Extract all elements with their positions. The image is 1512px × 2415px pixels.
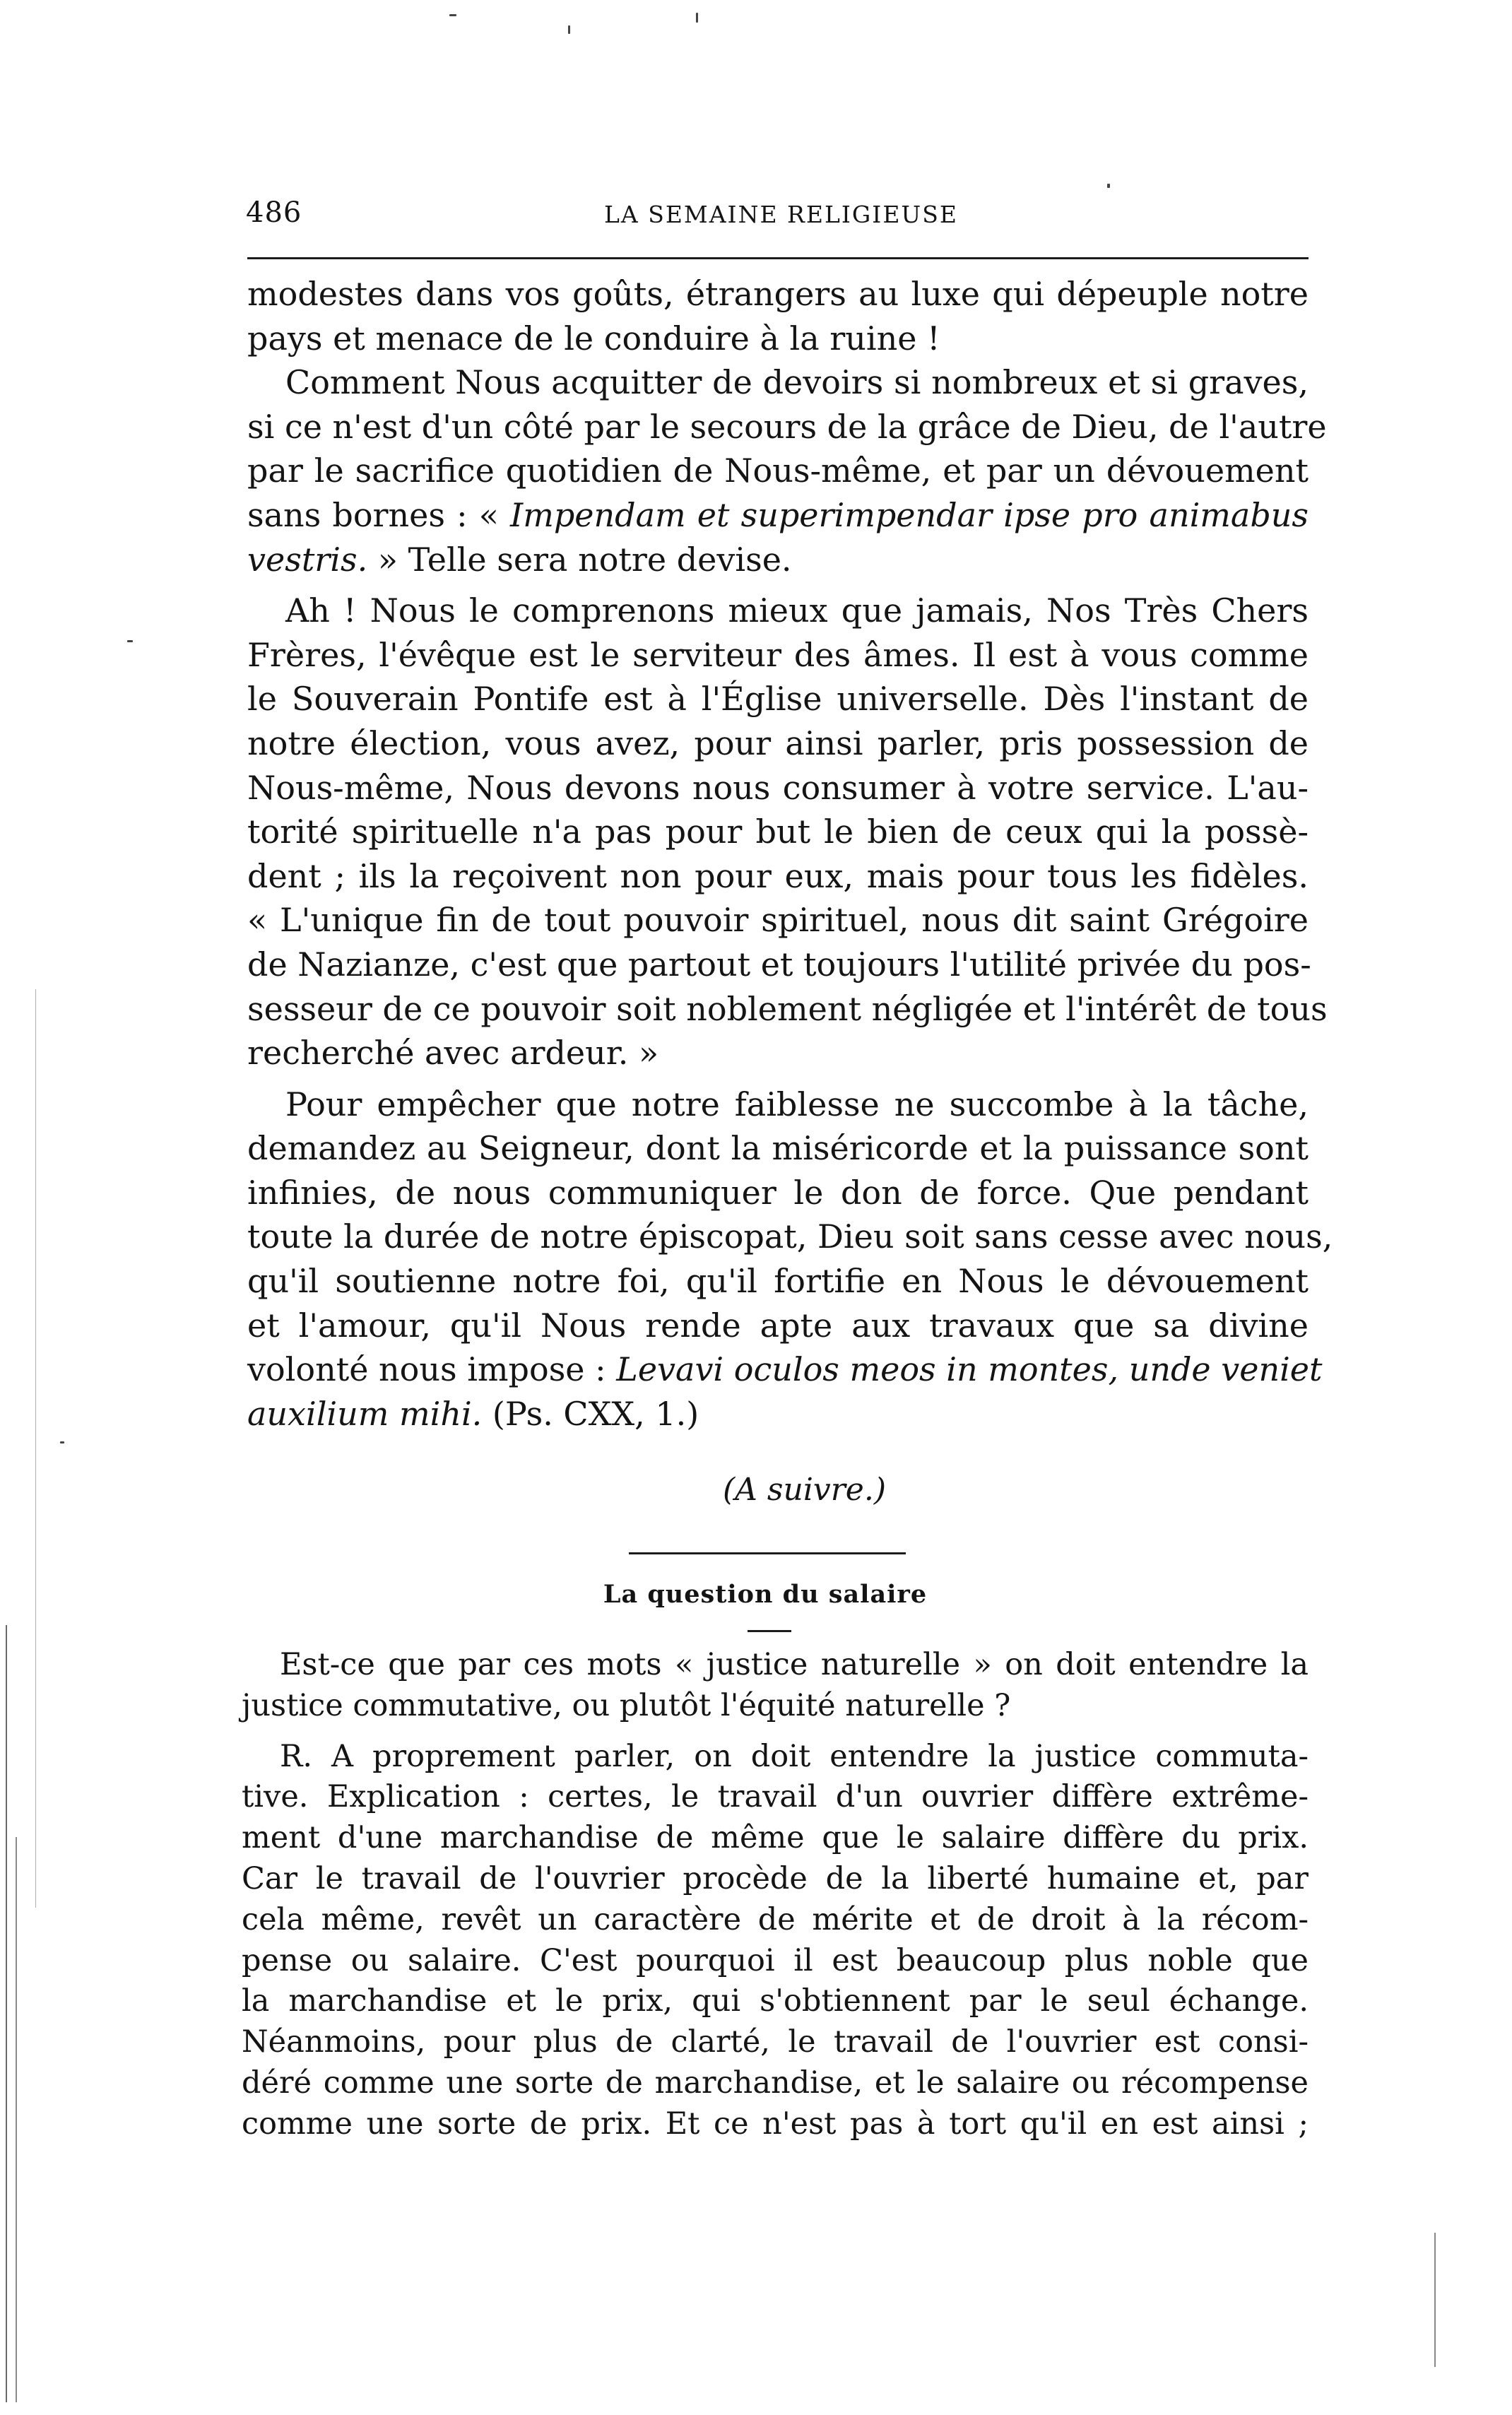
text-line: Pour empêcher que notre faiblesse ne succombe à la tâche, xyxy=(285,1085,1309,1123)
text-line: par le sacrifice quotidien de Nous-même, et par un dévouement xyxy=(247,451,1309,490)
text-line: qu'il soutienne notre foi, qu'il fortifie en Nous le dévouement xyxy=(247,1262,1309,1301)
text-line: justice commutative, ou plutôt l'équité naturelle ? xyxy=(242,1687,1011,1723)
text-line: infinies, de nous communiquer le don de force. Que pendant xyxy=(247,1173,1309,1212)
page-number: 486 xyxy=(246,196,302,229)
scan-margin-line xyxy=(16,1837,17,2402)
text-line: modestes dans vos goûts, étrangers au luxe qui dépeuple notre xyxy=(247,275,1309,313)
text-line: Comment Nous acquitter de devoirs si nombreux et si graves, xyxy=(285,363,1309,402)
text-line: de Nazianze, c'est que partout et toujours l'utilité privée du pos- xyxy=(247,945,1311,984)
scan-speck xyxy=(568,25,570,34)
section-text xyxy=(242,1645,1309,2145)
title-underline-rule xyxy=(748,1630,791,1632)
paragraph xyxy=(247,360,1327,581)
text-line: la marchandise et le prix, qui s'obtiennent par le seul échange. xyxy=(242,1983,1309,2019)
text-line: torité spirituelle n'a pas pour but le bien de ceux qui la possè- xyxy=(247,813,1309,851)
text-line: demandez au Seigneur, dont la miséricorde et la puissance sont xyxy=(247,1129,1309,1168)
paragraph xyxy=(247,272,1309,360)
text-line: le Souverain Pontife est à l'Église universelle. Dès l'instant de xyxy=(247,680,1309,719)
text-line: auxilium mihi. (Ps. CXX, 1.) xyxy=(247,1394,699,1433)
text-line: « L'unique fin de tout pouvoir spirituel, nous dit saint Grégoire xyxy=(247,901,1309,940)
main-text xyxy=(247,272,1333,1436)
text-line: sans bornes : « Impendam et superimpendar ipse pro animabus xyxy=(247,495,1309,534)
text-line: pense ou salaire. C'est pourquoi il est beaucoup plus noble que xyxy=(242,1942,1309,1978)
scan-speck xyxy=(1107,184,1110,188)
text-line: si ce n'est d'un côté par le secours de la grâce de Dieu, de l'autre xyxy=(247,407,1327,446)
paragraph xyxy=(242,1645,1309,1727)
text-line: toute la durée de notre épiscopat, Dieu soit sans cesse avec nous, xyxy=(247,1217,1333,1256)
scan-speck xyxy=(449,14,456,16)
scan-margin-line xyxy=(35,989,36,1908)
text-line: ment d'une marchandise de même que le salaire diffère du prix. xyxy=(242,1820,1309,1856)
text-line: dent ; ils la reçoivent non pour eux, mais pour tous les fidèles. xyxy=(247,856,1309,895)
text-line: cela même, revêt un caractère de mérite et de droit à la récom- xyxy=(242,1901,1309,1937)
text-line: pays et menace de le conduire à la ruine ! xyxy=(247,319,940,358)
text-line: notre élection, vous avez, pour ainsi parler, pris possession de xyxy=(247,724,1309,762)
text-line: comme une sorte de prix. Et ce n'est pas à tort qu'il en est ainsi ; xyxy=(242,2106,1309,2142)
text-line: Néanmoins, pour plus de clarté, le travail de l'ouvrier est consi- xyxy=(242,2024,1309,2060)
text-line: tive. Explication : certes, le travail d'un ouvrier diffère extrême- xyxy=(242,1779,1309,1815)
paragraph xyxy=(247,589,1328,1075)
text-line: Nous-même, Nous devons nous consumer à votre service. L'au- xyxy=(247,768,1309,807)
running-title: LA SEMAINE RELIGIEUSE xyxy=(604,201,958,228)
continuation-note: (A suivre.) xyxy=(723,1472,886,1508)
text-line: volonté nous impose : Levavi oculos meos in montes, unde veniet xyxy=(247,1350,1323,1389)
text-line: déré comme une sorte de marchandise, et le salaire ou récompense xyxy=(242,2065,1309,2101)
scan-margin-line xyxy=(1434,2233,1436,2367)
text-line: Est-ce que par ces mots « justice naturelle » on doit entendre la xyxy=(280,1647,1309,1682)
page-header xyxy=(246,196,1306,246)
scan-speck xyxy=(696,13,698,23)
section-separator-rule xyxy=(629,1552,906,1554)
scan-margin-line xyxy=(6,1625,7,2402)
text-line: R. A proprement parler, on doit entendre la justice commuta- xyxy=(280,1738,1309,1774)
scan-speck xyxy=(60,1441,64,1443)
text-line: Frères, l'évêque est le serviteur des âmes. Il est à vous comme xyxy=(247,635,1309,674)
text-line: sesseur de ce pouvoir soit noblement négligée et l'intérêt de tous xyxy=(247,989,1328,1028)
text-line: vestris. » Telle sera notre devise. xyxy=(247,540,792,579)
header-rule xyxy=(247,257,1309,259)
section-title-text: La question du salaire xyxy=(603,1580,928,1609)
text-line: Car le travail de l'ouvrier procède de la liberté humaine et, par xyxy=(242,1860,1309,1896)
scan-speck xyxy=(127,640,133,642)
section-title xyxy=(0,1580,1512,1609)
paragraph xyxy=(247,1082,1333,1436)
text-line: Ah ! Nous le comprenons mieux que jamais, Nos Très Chers xyxy=(285,591,1309,630)
paragraph xyxy=(242,1737,1309,2145)
text-line: recherché avec ardeur. » xyxy=(247,1034,659,1073)
text-line: et l'amour, qu'il Nous rende apte aux travaux que sa divine xyxy=(247,1306,1309,1345)
